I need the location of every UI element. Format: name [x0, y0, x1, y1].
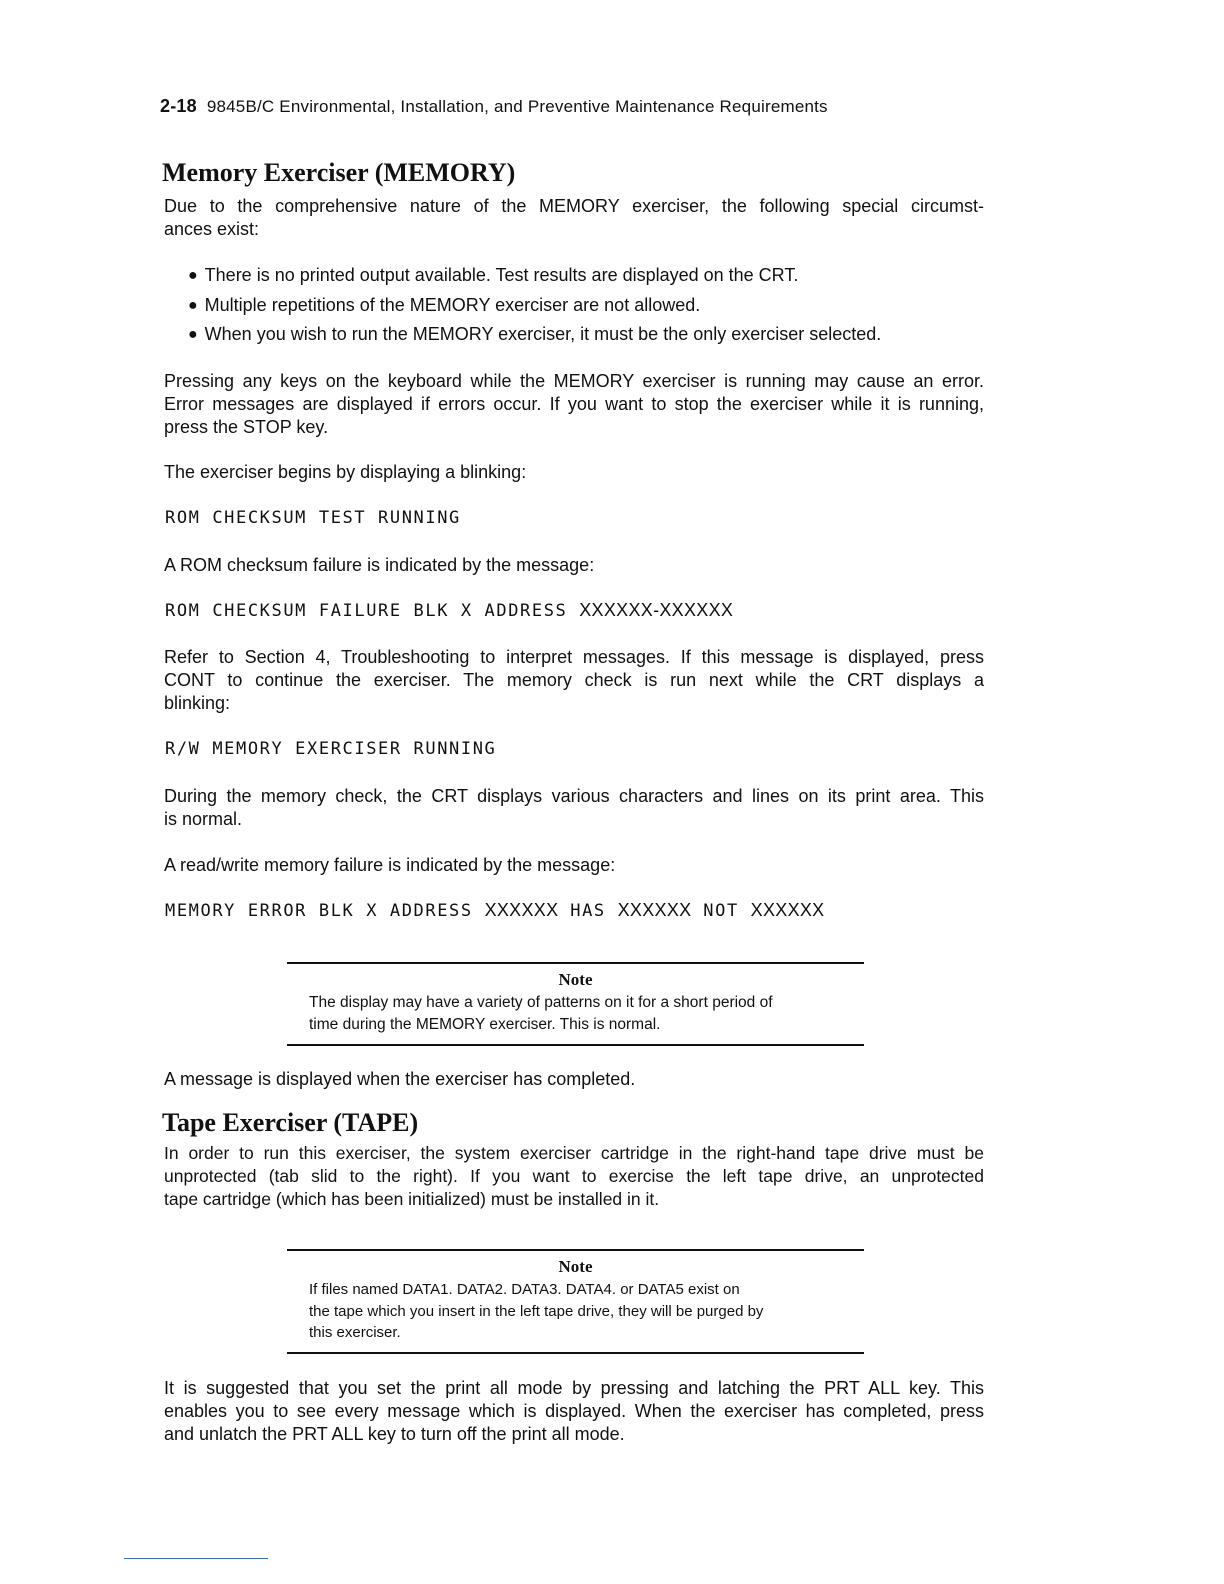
list-item: [188, 292, 881, 322]
bullet-icon: ●: [188, 267, 198, 284]
note-line: the tape which you insert in the left tape drive, they will be purged by: [309, 1302, 764, 1320]
paragraph-line: enables you to see every message which is displayed. When the exerciser has completed, press: [164, 1401, 984, 1421]
paragraph-line: It is suggested that you set the print all mode by pressing and latching the PRT ALL key. This: [164, 1378, 984, 1398]
paragraph-line: Refer to Section 4, Troubleshooting to interpret messages. If this message is displayed, press: [164, 647, 984, 667]
running-header: [160, 96, 828, 117]
tape-note: [287, 1249, 864, 1354]
list-item: [188, 321, 881, 351]
address-placeholder: XXXXXX-XXXXXX: [579, 600, 734, 620]
keys-paragraph: [164, 370, 984, 439]
note-title: Note: [558, 1257, 593, 1276]
note-body: [287, 990, 864, 1039]
note-line: If files named DATA1. DATA2. DATA3. DATA4. or DATA5 exist on: [309, 1281, 740, 1298]
paragraph-line: tape cartridge (which has been initialized) must be installed in it.: [164, 1189, 660, 1209]
message-text: ROM CHECKSUM FAILURE BLK X ADDRESS: [165, 601, 568, 621]
note-body: [287, 1277, 864, 1348]
value-placeholder: XXXXXX: [617, 900, 692, 920]
completed-text: A message is displayed when the exerciser has completed.: [164, 1069, 636, 1089]
paragraph-line: unprotected (tab slid to the right). If you want to exercise the left tape drive, an unprotected: [164, 1166, 984, 1186]
note-line: this exerciser.: [309, 1324, 401, 1341]
rw-failure-text: A read/write memory failure is indicated by the message:: [164, 855, 616, 875]
rom-failure-message: [165, 600, 733, 621]
note-title: Note: [558, 970, 593, 989]
refer-paragraph: [164, 646, 984, 715]
begins-text: The exerciser begins by displaying a blinking:: [164, 462, 527, 482]
print-all-paragraph: [164, 1377, 984, 1446]
memory-section-heading: Memory Exerciser (MEMORY): [162, 158, 516, 187]
paragraph-line: blinking:: [164, 693, 231, 713]
memory-note: [287, 962, 864, 1046]
paragraph-line: Due to the comprehensive nature of the MEMORY exerciser, the following special circumst-: [164, 196, 984, 216]
paragraph-line: and unlatch the PRT ALL key to turn off the print all mode.: [164, 1424, 625, 1444]
address-placeholder: XXXXXX: [484, 900, 559, 920]
note-line: The display may have a variety of patterns on it for a short period of: [309, 994, 773, 1011]
paragraph-line: Error messages are displayed if errors occur. If you want to stop the exerciser while it is running,: [164, 394, 984, 414]
list-item-text: When you wish to run the MEMORY exerciser, it must be the only exerciser selected.: [204, 324, 882, 344]
during-paragraph: [164, 785, 984, 831]
rom-failure-text: A ROM checksum failure is indicated by the message:: [164, 555, 595, 575]
message-text: MEMORY ERROR BLK X ADDRESS: [165, 901, 473, 921]
paragraph-line: is normal.: [164, 809, 243, 829]
paragraph-line: press the STOP key.: [164, 417, 329, 437]
paragraph-line: Pressing any keys on the keyboard while the MEMORY exerciser is running may cause an error.: [164, 371, 984, 391]
paragraph-line: In order to run this exerciser, the system exerciser cartridge in the right-hand tape drive must be: [164, 1143, 984, 1163]
bullet-icon: ●: [188, 326, 198, 343]
list-item-text: There is no printed output available. Test results are displayed on the CRT.: [204, 265, 799, 285]
list-item: [188, 262, 881, 292]
page-number: 2-18: [160, 96, 197, 116]
rom-running-message: ROM CHECKSUM TEST RUNNING: [165, 508, 461, 528]
list-item-text: Multiple repetitions of the MEMORY exerciser are not allowed.: [204, 294, 701, 315]
bullet-icon: ●: [188, 296, 198, 314]
message-text: NOT: [703, 901, 739, 921]
memory-conditions-list: [188, 262, 881, 351]
paragraph-line: ances exist:: [164, 219, 260, 239]
memory-error-message: [165, 900, 825, 921]
note-line: time during the MEMORY exerciser. This is normal.: [309, 1015, 661, 1033]
paragraph-line: CONT to continue the exerciser. The memory check is run next while the CRT displays a: [164, 670, 984, 690]
paragraph-line: During the memory check, the CRT displays various characters and lines on its print area. This: [164, 786, 984, 806]
footer-rule: [124, 1558, 268, 1559]
message-text: HAS: [570, 901, 606, 921]
value-placeholder: XXXXXX: [750, 900, 825, 920]
rw-running-message: R/W MEMORY EXERCISER RUNNING: [165, 739, 497, 759]
memory-intro-paragraph: [164, 195, 984, 241]
tape-section-heading: Tape Exerciser (TAPE): [162, 1108, 419, 1137]
tape-intro-paragraph: [164, 1142, 984, 1211]
running-title: 9845B/C Environmental, Installation, and Preventive Maintenance Requirements: [206, 97, 828, 116]
